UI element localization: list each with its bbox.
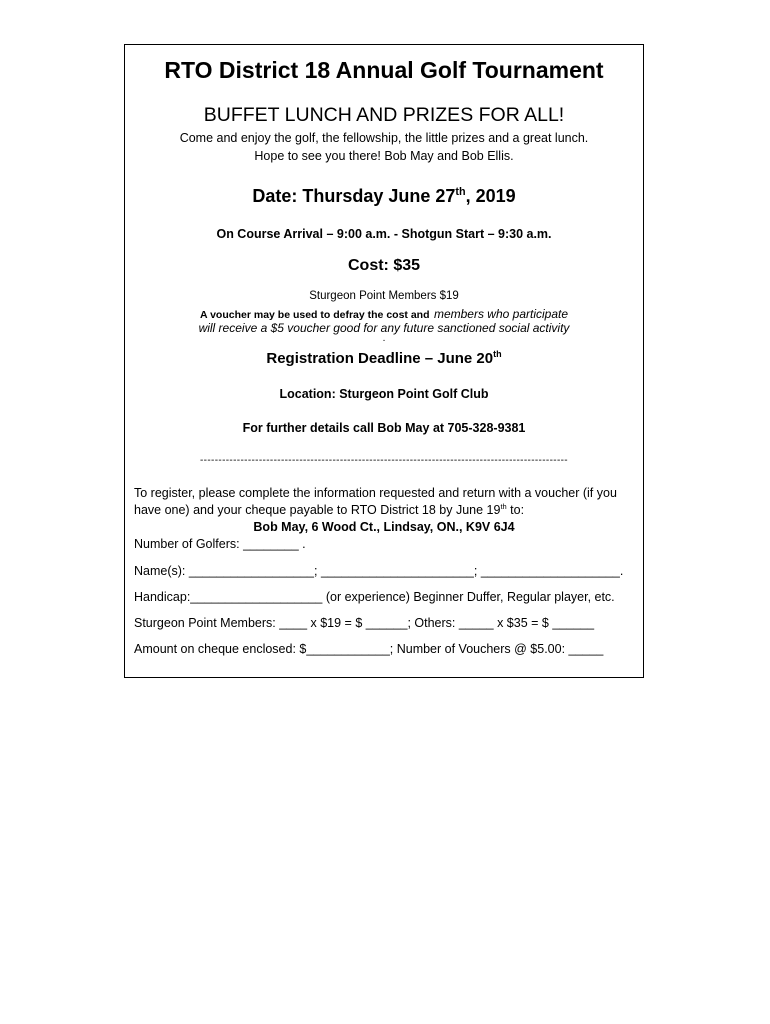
contact-info: For further details call Bob May at 705-328-9381 bbox=[242, 421, 526, 435]
mailing-address: Bob May, 6 Wood Ct., Lindsay, ON., K9V 6J4 bbox=[253, 520, 515, 534]
flyer-page bbox=[124, 44, 644, 678]
location: Location: Sturgeon Point Golf Club bbox=[279, 387, 489, 401]
register-instructions-line-1: To register, please complete the information requested and return with a voucher (if you bbox=[134, 486, 617, 500]
voucher-note-line-1: A voucher may be used to defray the cost and members who participate bbox=[199, 307, 569, 321]
registration-deadline: Registration Deadline – June 20th bbox=[266, 349, 502, 367]
divider-line: ---------------------------------------------------------------------------------------------------- bbox=[199, 455, 568, 466]
event-times: On Course Arrival – 9:00 a.m. - Shotgun Start – 9:30 a.m. bbox=[216, 227, 552, 241]
cost: Cost: $35 bbox=[347, 257, 421, 274]
register-instructions-line-2: have one) and your cheque payable to RTO District 18 by June 19th to: bbox=[134, 501, 525, 517]
members-price: Sturgeon Point Members $19 bbox=[309, 290, 459, 302]
form-number-of-golfers: Number of Golfers: ________ . bbox=[134, 537, 306, 551]
form-names: Name(s): __________________; ______________________; ____________________. bbox=[134, 564, 624, 578]
form-amount-enclosed: Amount on cheque enclosed: $____________; Number of Vouchers @ $5.00: _____ bbox=[134, 642, 604, 656]
event-date: Date: Thursday June 27th, 2019 bbox=[252, 186, 516, 206]
form-handicap: Handicap:___________________ (or experience) Beginner Duffer, Regular player, etc. bbox=[134, 590, 615, 604]
stray-dot: . bbox=[382, 333, 386, 344]
voucher-note-line-2: will receive a $5 voucher good for any future sanctioned social activity bbox=[198, 321, 570, 335]
headline: BUFFET LUNCH AND PRIZES FOR ALL! bbox=[203, 104, 565, 126]
intro-line-2: Hope to see you there! Bob May and Bob Ellis. bbox=[254, 149, 514, 163]
intro-line-1: Come and enjoy the golf, the fellowship, the little prizes and a great lunch. bbox=[179, 131, 589, 145]
flyer-title: RTO District 18 Annual Golf Tournament bbox=[164, 57, 604, 83]
form-member-fees: Sturgeon Point Members: ____ x $19 = $ ______; Others: _____ x $35 = $ ______ bbox=[134, 616, 595, 630]
